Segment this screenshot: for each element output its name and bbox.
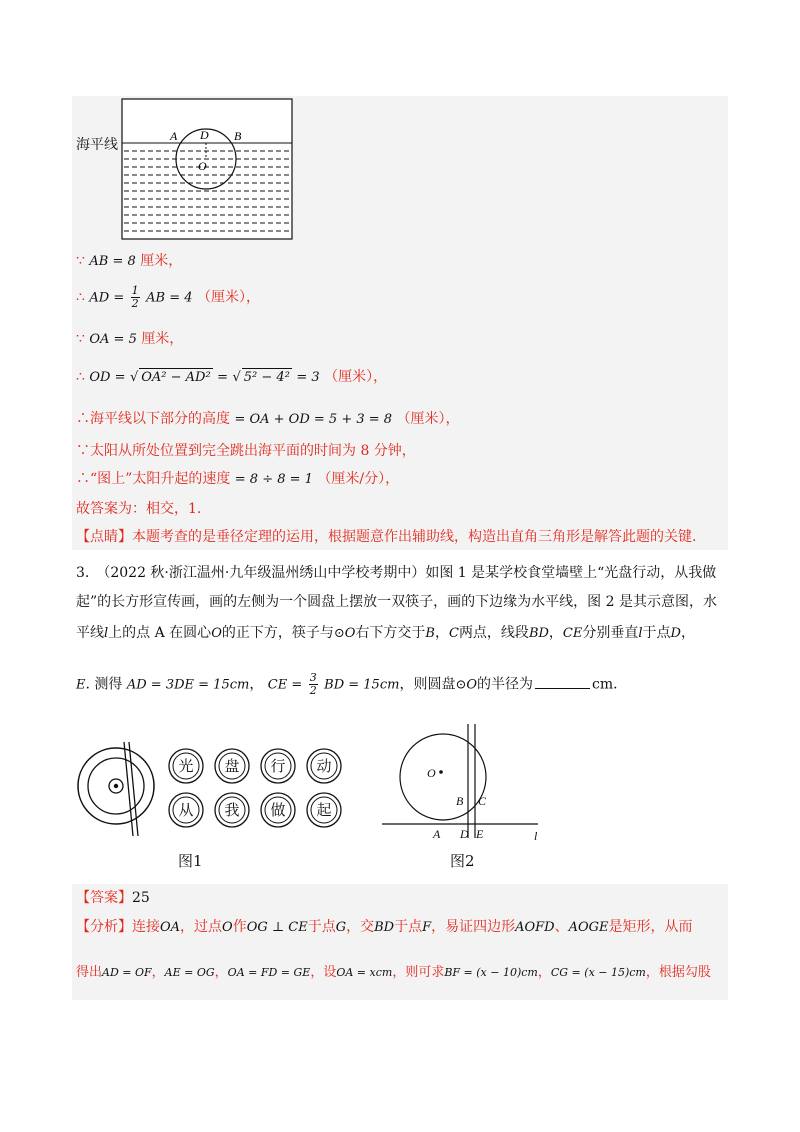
svg-text:从: 从	[178, 801, 194, 819]
svg-text:行: 行	[270, 757, 286, 775]
coin-8	[307, 793, 341, 827]
analysis-line-2: 得出AD = OF，AE = OG，OA = FD = GE，设OA = xcm，则可求BF = (x − 10)cm，CG = (x − 15)cm，根据勾股	[76, 965, 711, 980]
svg-text:A: A	[433, 827, 441, 841]
svg-text:盘: 盘	[224, 757, 240, 775]
answer-line: 【答案】25	[76, 890, 150, 906]
solution-line-3: ∵ OA = 5 厘米，	[76, 331, 184, 347]
svg-text:C: C	[478, 794, 487, 808]
svg-text:光: 光	[178, 757, 194, 775]
solution-line-8: 故答案为：相交，1.	[76, 501, 202, 517]
svg-text:起: 起	[316, 801, 332, 819]
svg-text:D: D	[460, 827, 469, 841]
sea-level-label: 海平线	[76, 137, 118, 153]
coin-4	[307, 749, 341, 783]
figure-2-caption: 图2	[450, 852, 475, 870]
solution-line-2: ∴ AD = $\frac{1}{2}$ AB = 4 （厘米），	[76, 284, 260, 310]
problem3-line-3: 平线l上的点 A 在圆心O的正下方，筷子与⊙O右下方交于B，C两点，线段BD，CE分别垂直l于点D，	[76, 625, 695, 641]
solution-line-7: ∴“图上”太阳升起的速度 = 8 ÷ 8 = 1 （厘米/分），	[76, 471, 400, 487]
answer-blank	[535, 688, 590, 689]
coin-7	[261, 793, 295, 827]
svg-text:E: E	[476, 827, 484, 841]
problem3-line-2: 起”的长方形宣传画，画的左侧为一个圆盘上摆放一双筷子，画的下边缘为水平线，图 2 是其示意图，水	[76, 594, 717, 610]
figure-1-caption: 图1	[178, 852, 203, 870]
figure-1	[76, 740, 366, 850]
solution-line-9: 【点睛】本题考查的是垂径定理的运用，根据题意作出辅助线，构造出直角三角形是解答此题的关键.	[76, 529, 697, 545]
solution-line-4: ∴ OD = √ OA² − AD² = √ 5² − 4² = 3 （厘米），	[76, 369, 388, 385]
coin-6	[215, 793, 249, 827]
fraction-three-halves: $\frac{3}{2}$	[309, 671, 317, 697]
svg-text:我: 我	[224, 801, 240, 819]
label-A: A	[170, 129, 178, 143]
svg-text:l: l	[534, 829, 538, 843]
svg-text:做: 做	[270, 801, 286, 819]
solution-line-1: ∵ AB = 8 厘米，	[76, 253, 183, 269]
problem3-line-1: 3. （2022 秋·浙江温州·九年级温州绣山中学校考期中）如图 1 是某学校食堂墙壁上“光盘行动，从我做	[76, 565, 717, 581]
svg-text:B: B	[456, 794, 464, 808]
solution-line-6: ∵太阳从所处位置到完全跳出海平面的时间为 8 分钟，	[76, 443, 416, 459]
analysis-line-1: 【分析】连接OA，过点O作OG ⊥ CE于点G，交BD于点F，易证四边形AOFD、AOGE是矩形，从而	[76, 919, 693, 935]
answer-band	[72, 884, 728, 1000]
svg-text:动: 动	[316, 757, 332, 775]
solution-line-5: ∴海平线以下部分的高度 = OA + OD = 5 + 3 = 8 （厘米），	[76, 411, 460, 427]
coin-1	[169, 749, 203, 783]
fraction-half: $\frac{1}{2}$	[131, 284, 139, 310]
label-B: B	[234, 129, 242, 143]
figure-2	[380, 720, 550, 845]
sea-level-diagram	[120, 97, 295, 243]
label-D: D	[200, 128, 209, 142]
problem3-line-4: E. 测得 AD = 3DE = 15cm， CE = $\frac{3}{2}$ BD = 15cm，则圆盘⊙O的半径为 cm．	[76, 671, 628, 697]
coin-5	[169, 793, 203, 827]
label-O: O	[198, 159, 207, 173]
svg-text:O: O	[427, 766, 436, 780]
coin-3	[261, 749, 295, 783]
circle-O	[400, 734, 486, 820]
coin-2	[215, 749, 249, 783]
